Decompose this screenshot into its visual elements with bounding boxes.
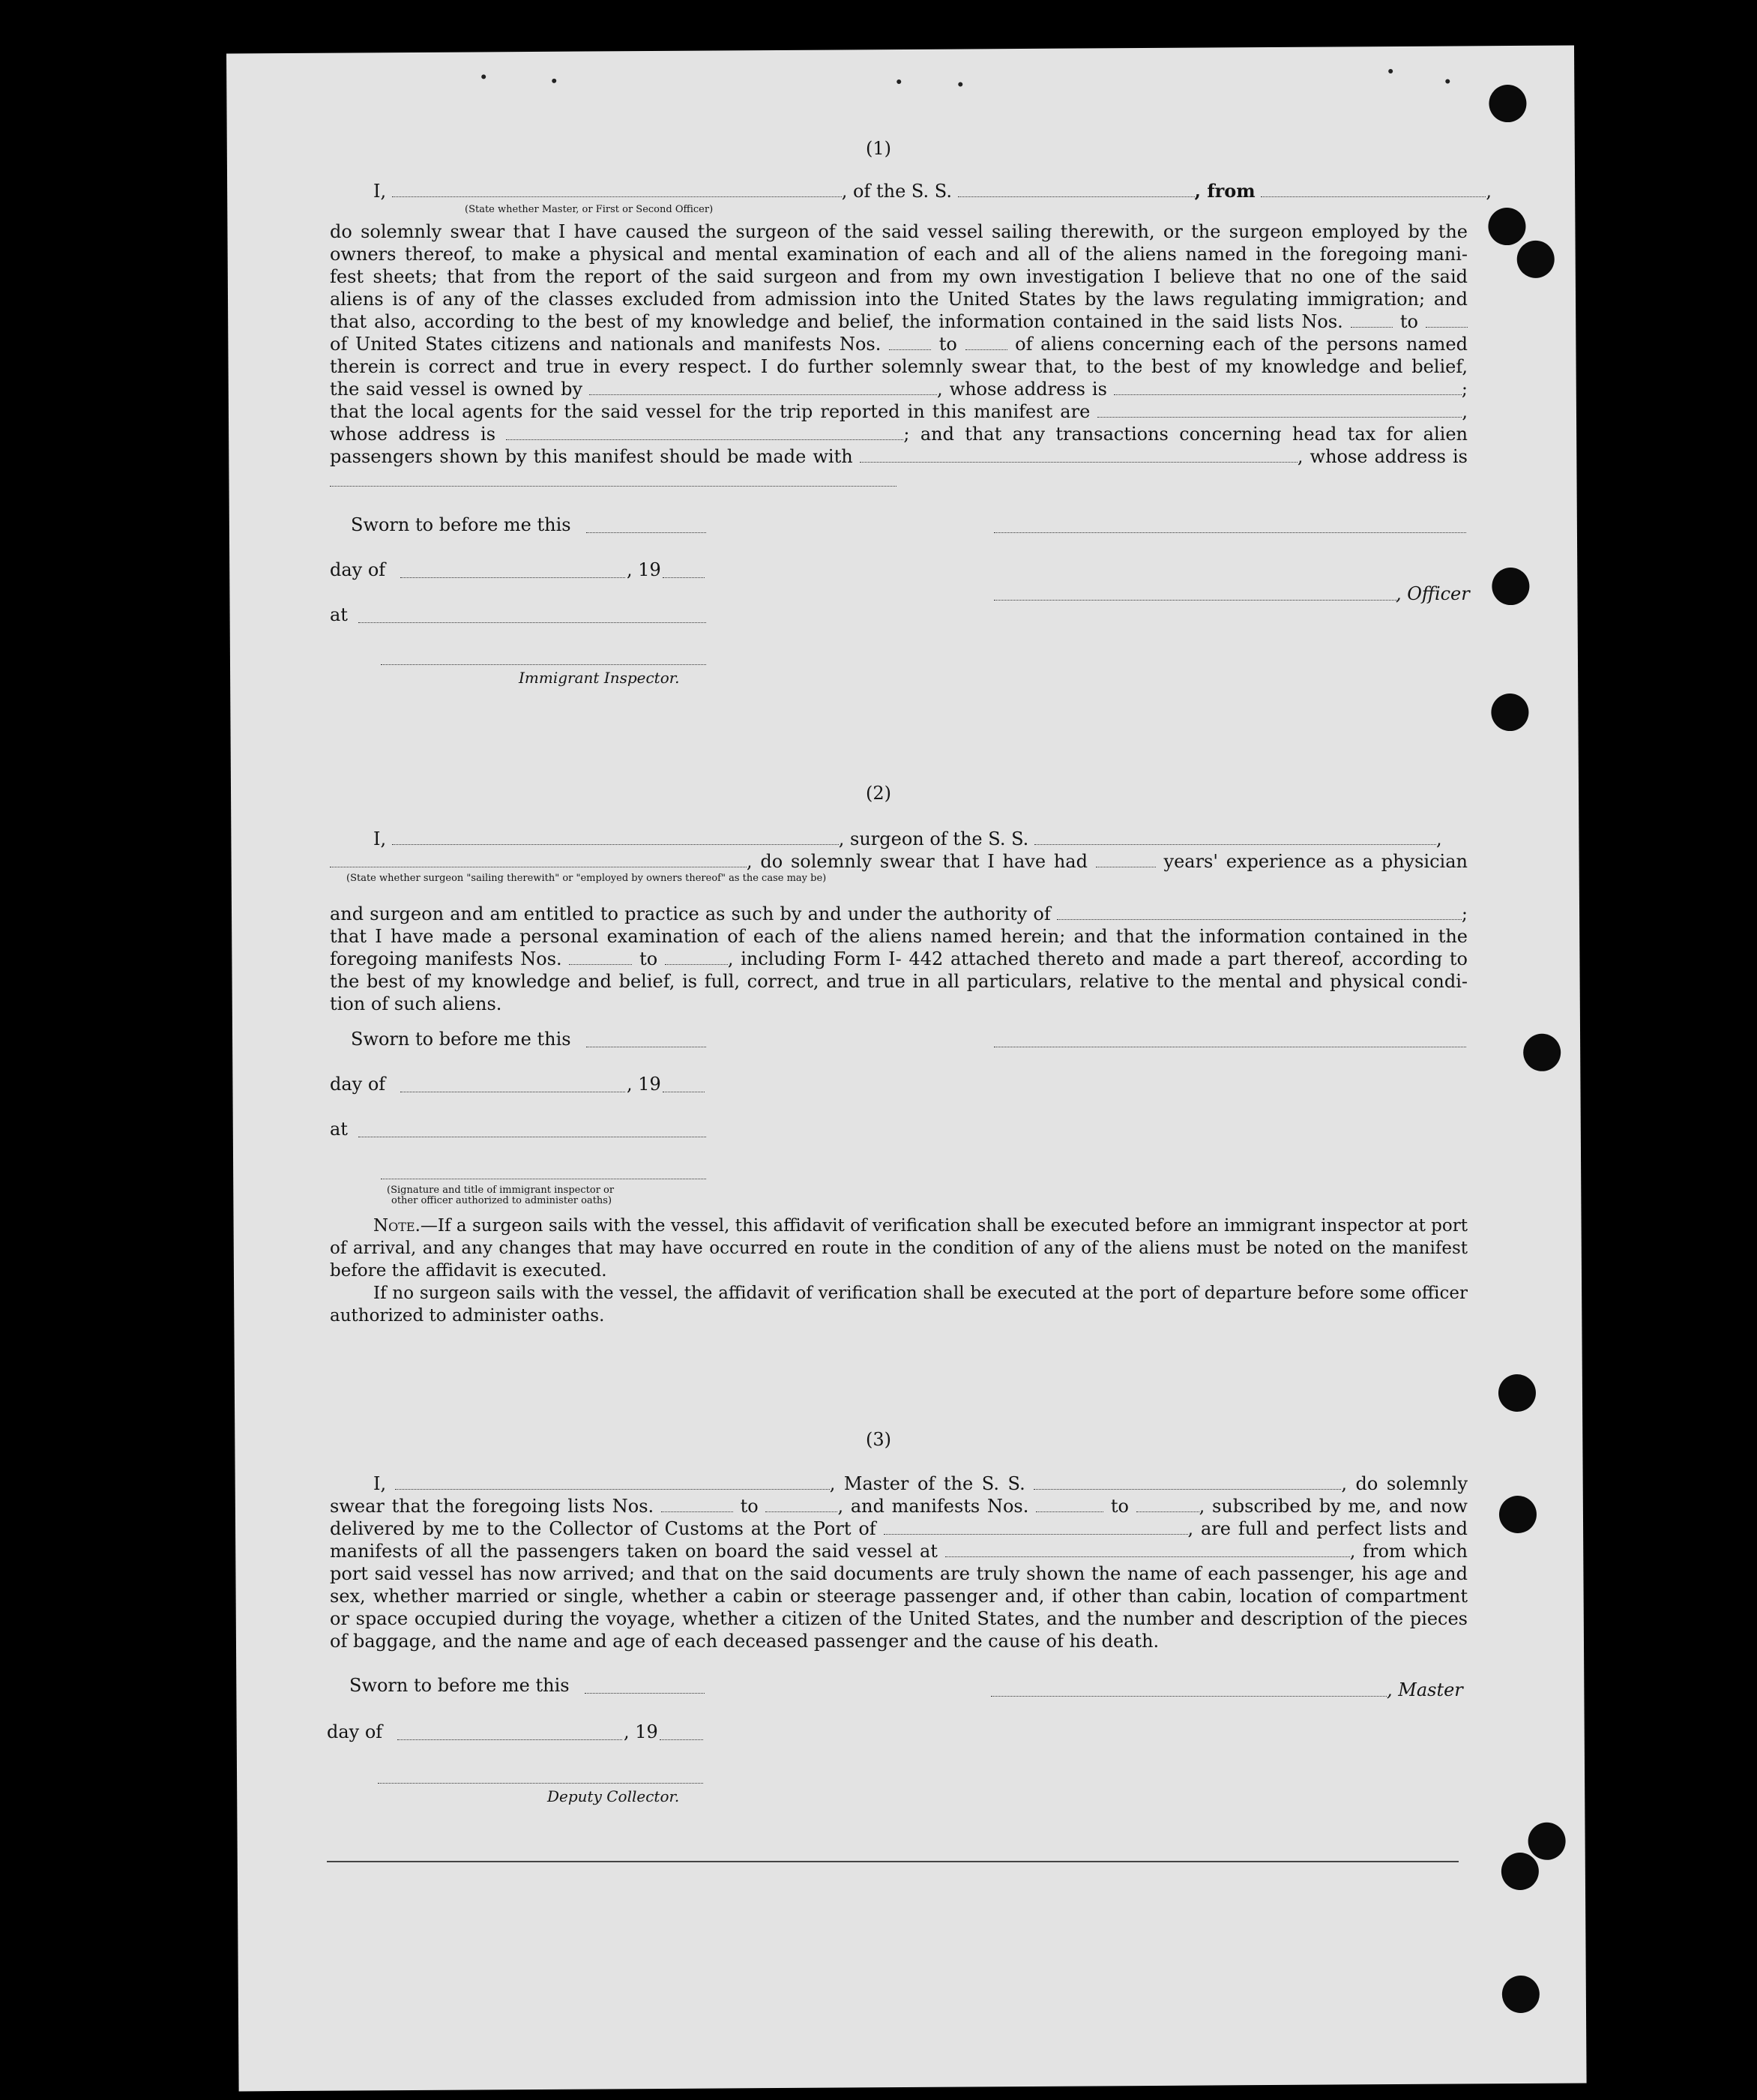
embarkation-port-field[interactable] (945, 1543, 1350, 1557)
s3-line-7: or space occupied during the voyage, whether a citizen of the United States, and the number and description of the pieces (330, 1608, 1468, 1629)
head-tax-address-field[interactable] (330, 486, 896, 487)
s1-at-label: at (330, 604, 348, 625)
s2-line-5: foregoing manifests Nos. to , including Form I- 442 attached thereto and made a part thereof, according to (330, 948, 1468, 969)
s1-officer-label: , Officer (1396, 583, 1470, 604)
s2-line-6: the best of my knowledge and belief, is full, correct, and true in all particulars, relative to the mental and physical condi- (330, 971, 1468, 992)
s3-line-3: delivered by me to the Collector of Customs at the Port of , are full and perfect lists and (330, 1518, 1468, 1539)
s1-line-6: that also, according to the best of my knowledge and belief, the information contained in the said lists Nos. to (330, 310, 1468, 333)
s3-lists-to-field[interactable] (765, 1498, 837, 1512)
s2-manifests-from-field[interactable] (569, 951, 632, 965)
s1-line-9: the said vessel is owned by , whose address is ; (330, 379, 1468, 400)
s3-year-field[interactable] (660, 1739, 703, 1740)
s3-line-6: sex, whether married or single, whether a cabin or steerage passenger and, if other than cabin, location of compartment (330, 1586, 1468, 1607)
years-experience-field[interactable] (1096, 853, 1156, 867)
s2-sworn-label: Sworn to before me this (351, 1029, 571, 1050)
s1-year-label: , 19 (627, 559, 661, 580)
agents-address-field[interactable] (506, 426, 903, 440)
surgeon-note: (State whether surgeon "sailing therewith" or "employed by owners thereof" as the case may be) (346, 873, 827, 884)
master-name-field[interactable] (395, 1475, 830, 1490)
s1-month-field[interactable] (400, 577, 625, 578)
s3-master-signature-field[interactable] (991, 1696, 1387, 1697)
s1-line-4: fest sheets; that from the report of the said surgeon and from my own investigation I believe that no one of the said (330, 266, 1468, 287)
s1-line-2: do solemnly swear that I have caused the surgeon of the said vessel sailing therewith, or the surgeon employed by the (330, 221, 1468, 242)
head-tax-contact-field[interactable] (860, 448, 1298, 463)
s3-line-2: swear that the foregoing lists Nos. to , and manifests Nos. to , subscribed by me, and now (330, 1496, 1468, 1517)
manifests-to-field[interactable] (965, 336, 1007, 350)
vessel-name-field[interactable] (958, 183, 1195, 197)
s3-line-5: port said vessel has now arrived; and that on the said documents are truly shown the name of each passenger, his age and (330, 1563, 1468, 1584)
section-2-number: (2) (866, 783, 891, 804)
s2-line-7: tion of such aliens. (330, 993, 502, 1014)
s3-collector-signature-field[interactable] (378, 1783, 703, 1784)
s1-inspector-label: Immigrant Inspector. (519, 669, 680, 687)
s1-sworn-date-field[interactable] (586, 532, 706, 533)
bottom-rule (327, 1861, 1459, 1862)
s2-line-1: I, , surgeon of the S. S. , (373, 828, 1442, 849)
s3-line-8: of baggage, and the name and age of each deceased passenger and the cause of his death. (330, 1631, 1160, 1652)
s1-line-3: owners thereof, to make a physical and mental examination of each and all of the aliens named in the foregoing mani- (330, 244, 1468, 265)
manifests-from-field[interactable] (889, 336, 931, 350)
s1-officer-title-field[interactable] (994, 600, 1399, 601)
s3-year-label: , 19 (624, 1721, 658, 1742)
s1-line-5: aliens is of any of the classes excluded from admission into the United States by the laws regulating immigration; and (330, 289, 1468, 310)
s1-line-11: whose address is ; and that any transactions concerning head tax for alien (330, 424, 1468, 445)
s3-line-4: manifests of all the passengers taken on board the said vessel at , from which (330, 1541, 1468, 1562)
s1-sworn-label: Sworn to before me this (351, 514, 571, 535)
s2-line-3: and surgeon and am entitled to practice as such by and under the authority of ; (330, 903, 1468, 924)
s3-line-1: I, , Master of the S. S. , do solemnly (373, 1473, 1468, 1494)
s1-line-12: passengers shown by this manifest should be made with , whose address is (330, 446, 1468, 467)
owner-field[interactable] (589, 381, 937, 395)
from-port-field[interactable] (1261, 183, 1486, 197)
lists-to-field[interactable] (1426, 313, 1468, 328)
section-3-number: (3) (866, 1429, 891, 1450)
note-surgeon-sails: Note.—If a surgeon sails with the vessel, this affidavit of verification shall be executed before an immigrant inspector at port of arrival, and any changes that may have occurred en route in the condition of any of the aliens must be noted on the manifest before the affidavit is executed. (330, 1216, 1468, 1281)
local-agents-field[interactable] (1097, 403, 1462, 418)
s2-year-label: , 19 (627, 1074, 661, 1095)
s1-officer-signature-field[interactable] (994, 532, 1466, 533)
owner-address-field[interactable] (1114, 381, 1462, 395)
s3-sworn-date-field[interactable] (585, 1693, 705, 1694)
s3-master-label: , Master (1387, 1679, 1463, 1700)
customs-port-field[interactable] (884, 1520, 1188, 1535)
s2-sig-note-1: (Signature and title of immigrant inspector or (387, 1185, 615, 1196)
surgeon-name-field[interactable] (392, 831, 839, 845)
s3-manifests-from-field[interactable] (1036, 1498, 1103, 1512)
s1-line-8: therein is correct and true in every respect. I do further solemnly swear that, to the best of my knowledge and belief, (330, 356, 1468, 377)
s1-day-of-label: day of (330, 559, 386, 580)
s1-line-1: I, , of the S. S. , from , (373, 180, 1492, 202)
s1-at-field[interactable] (358, 622, 706, 623)
s2-manifests-to-field[interactable] (665, 951, 728, 965)
s1-line-7: of United States citizens and nationals and manifests Nos. to of aliens concerning each of the persons named (330, 334, 1468, 355)
s2-line-2: , do solemnly swear that I have had years' experience as a physician (330, 850, 1468, 873)
s3-sworn-label: Sworn to before me this (349, 1675, 570, 1696)
s2-day-of-label: day of (330, 1074, 386, 1095)
note-no-surgeon: If no surgeon sails with the vessel, the affidavit of verification shall be executed at the port of departure before some officer authorized to administer oaths. (330, 1284, 1468, 1326)
officer-name-field[interactable] (392, 183, 842, 197)
s1-line-10: that the local agents for the said vessel for the trip reported in this manifest are , (330, 401, 1468, 422)
s1-year-field[interactable] (663, 577, 705, 578)
s3-vessel-name-field[interactable] (1034, 1475, 1341, 1490)
s2-sig-note-2: other officer authorized to administer oaths) (391, 1195, 612, 1206)
officer-note: (State whether Master, or First or Second Officer) (465, 204, 714, 215)
s3-lists-from-field[interactable] (661, 1498, 733, 1512)
s2-line-4: that I have made a personal examination of each of the aliens named herein; and that the information contained in the (330, 926, 1468, 947)
licensing-authority-field[interactable] (1057, 906, 1462, 920)
s3-collector-label: Deputy Collector. (547, 1787, 680, 1805)
s3-manifests-to-field[interactable] (1136, 1498, 1199, 1512)
s3-day-of-label: day of (327, 1721, 383, 1742)
section-1-number: (1) (866, 138, 891, 159)
s3-month-field[interactable] (397, 1739, 622, 1740)
surgeon-status-field[interactable] (330, 853, 747, 867)
s2-at-label: at (330, 1119, 348, 1140)
s2-vessel-name-field[interactable] (1034, 831, 1436, 845)
s1-inspector-signature-field[interactable] (381, 664, 706, 665)
lists-from-field[interactable] (1351, 313, 1393, 328)
